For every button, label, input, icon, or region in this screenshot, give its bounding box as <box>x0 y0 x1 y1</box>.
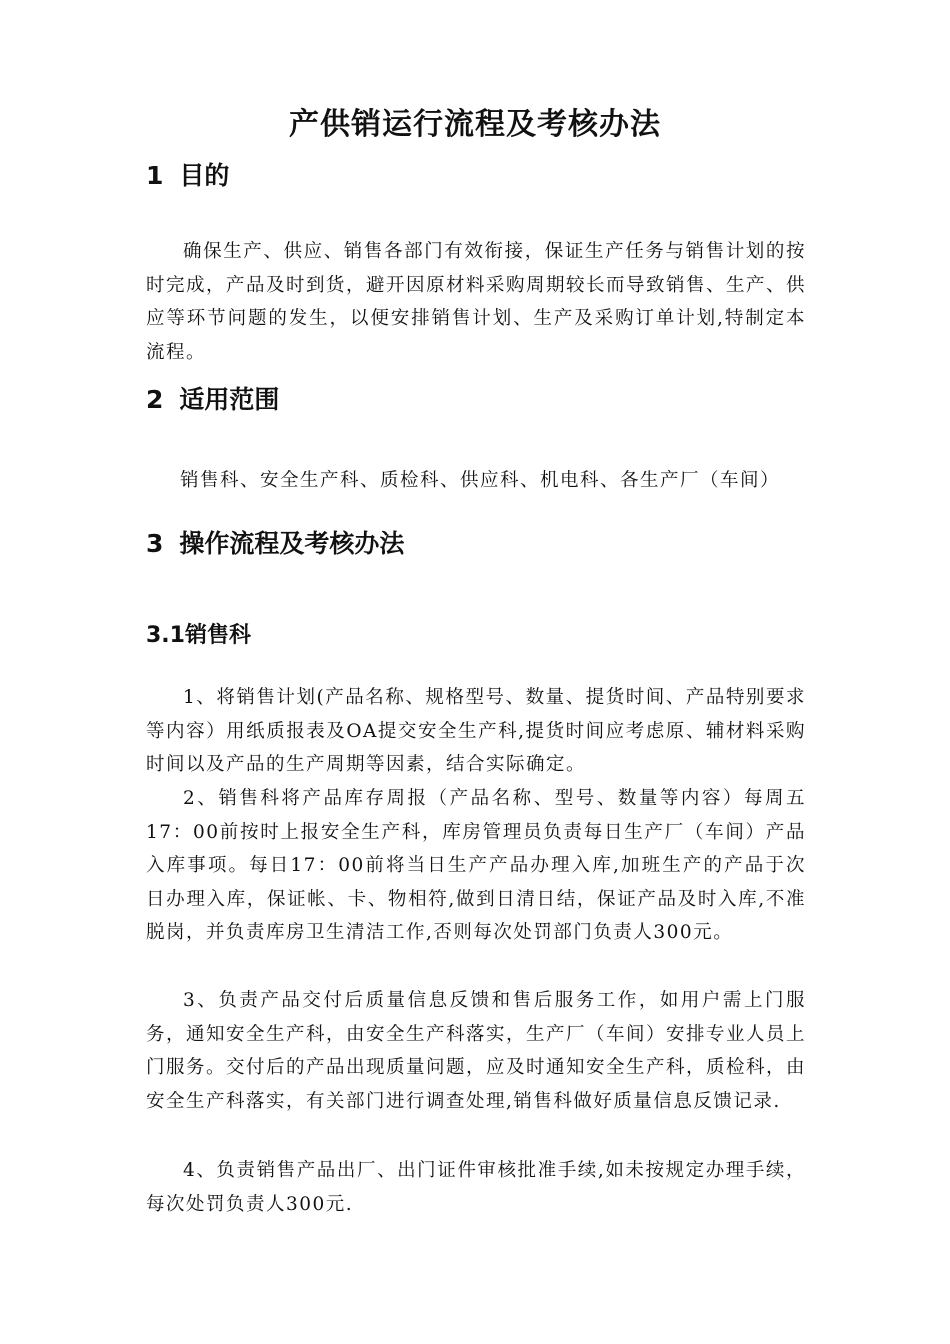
section-title: 操作流程及考核办法 <box>179 529 405 558</box>
section-title: 目的 <box>179 161 230 190</box>
sales-item-2: 2、销售科将产品库存周报（产品名称、型号、数量等内容）每周五17：00前按时上报安全生产科，库房管理员负责每日生产厂（车间）产品入库事项。每日17：00前将当日生产产品办理入库,加班生产的产品于次日办理入库，保证帐、卡、物相符,做到日清日结，保证产品及时入库,不准脱岗，并负责库房卫生清洁工作,否则每次处罚部门负责人300元。 <box>146 788 806 943</box>
section-heading-procedure <box>146 526 404 562</box>
section-title: 适用范围 <box>179 385 280 414</box>
section-number: 1 <box>146 161 164 190</box>
section-heading-purpose <box>146 158 229 194</box>
section-number: 3 <box>146 529 164 558</box>
sales-item-1: 1、将销售计划(产品名称、规格型号、数量、提货时间、产品特别要求等内容）用纸质报表及OA提交安全生产科,提货时间应考虑原、辅材料采购时间以及产品的生产周期等因素，结合实际确定。 <box>146 687 806 775</box>
scope-paragraph: 销售科、安全生产科、质检科、供应科、机电科、各生产厂（车间） <box>180 470 781 491</box>
section-number: 2 <box>146 385 164 414</box>
section-heading-scope <box>146 382 279 418</box>
sales-item-3: 3、负责产品交付后质量信息反馈和售后服务工作，如用户需上门服务，通知安全生产科，由安全生产科落实，生产厂（车间）安排专业人员上门服务。交付后的产品出现质量问题，应及时通知安全生产科，质检科，由安全生产科落实，有关部门进行调查处理,销售科做好质量信息反馈记录. <box>146 990 807 1112</box>
document-title: 产供销运行流程及考核办法 <box>289 107 661 142</box>
subsection-heading-sales: 3.1销售科 <box>146 623 251 648</box>
sales-item-4: 4、负责销售产品出厂、出门证件审核批准手续,如未按规定办理手续，每次处罚负责人300元. <box>146 1160 806 1215</box>
purpose-paragraph: 确保生产、供应、销售各部门有效衔接，保证生产任务与销售计划的按时完成，产品及时到货，避开因原材料采购周期较长而导致销售、生产、供应等环节问题的发生，以便安排销售计划、生产及采购订单计划,特制定本流程。 <box>146 241 807 363</box>
